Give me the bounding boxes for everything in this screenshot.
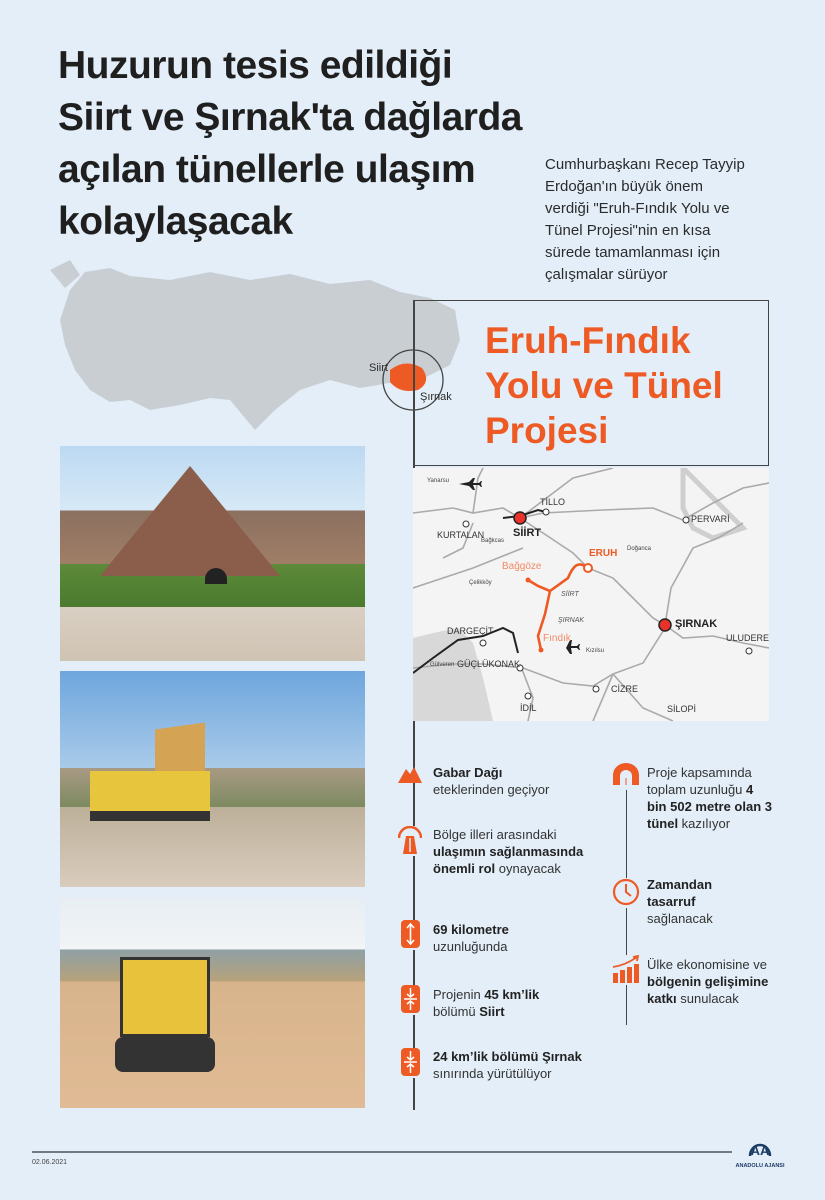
headline-line: açılan tünellerle ulaşım — [58, 148, 476, 191]
mountain-icon — [398, 763, 422, 787]
fact-text: Bölge illeri arasındaki — [433, 827, 557, 842]
fact-time-saving — [647, 874, 757, 929]
fact-text-bold: 24 km’lik bölümü Şırnak — [433, 1049, 582, 1064]
fact-text-bold: 69 kilometre — [433, 922, 509, 937]
map-label: TİLLO — [540, 497, 566, 507]
footer-divider — [32, 1151, 732, 1153]
project-title-line: Projesi — [485, 410, 609, 451]
fact-text: Projenin — [433, 987, 485, 1002]
map-label: Gülveren — [430, 662, 455, 668]
map-label: İDİL — [520, 703, 537, 713]
eruh-marker — [584, 564, 592, 572]
map-label: Bağgöze — [502, 561, 542, 572]
route-map — [413, 468, 769, 721]
aa-logo-icon — [747, 1132, 773, 1158]
headline-line: Huzurun tesis edildiği — [58, 44, 453, 87]
fact-text: sağlanacak — [647, 911, 713, 926]
fact-text-bold: Zamandan tasarruf — [647, 877, 713, 909]
fact-text: Proje kapsamında toplam uzunluğu — [647, 765, 752, 797]
headline — [58, 40, 522, 248]
fact-text-bold: 45 km’lik — [484, 987, 540, 1002]
map-label: Yanarsu — [427, 478, 449, 484]
road-tunnel-icon — [398, 826, 422, 856]
fact-text: oynayacak — [495, 861, 561, 876]
growth-chart-icon — [612, 955, 640, 985]
map-label: ULUDERE — [726, 633, 769, 643]
fact-length — [433, 919, 603, 957]
fact-economy — [647, 954, 772, 1009]
map-label: Bağkcas — [481, 538, 505, 544]
tunnel-icon — [612, 763, 640, 789]
svg-text:AA: AA — [750, 1143, 770, 1158]
map-label: SİİRT — [513, 527, 542, 539]
fact-siirt-section — [433, 984, 608, 1022]
fact-text-bold: 4 bin 502 metre olan 3 tünel — [647, 782, 772, 831]
map-label: Kızılsu — [586, 648, 605, 654]
map-label: DARGEÇİT — [447, 626, 494, 636]
fact-text: sınırında yürütülüyor — [433, 1066, 552, 1081]
anadolu-ajansi-logo — [735, 1132, 785, 1169]
fact-text: kazılıyor — [678, 816, 731, 831]
headline-line: kolaylaşacak — [58, 200, 293, 243]
logo-text: ANADOLU AJANSI — [735, 1163, 785, 1169]
clock-icon — [612, 878, 640, 908]
map-label: ERUH — [589, 548, 618, 559]
map-label: PERVARİ — [691, 514, 730, 524]
map-label: ŞIRNAK — [675, 618, 718, 630]
footer-date: 02.06.2021 — [32, 1159, 68, 1166]
project-title-line: Eruh-Fındık — [485, 320, 691, 361]
route-map-roads — [413, 468, 769, 721]
fact-text-bold: bölgenin gelişimine katkı — [647, 974, 769, 1006]
subtitle — [545, 154, 785, 286]
subtitle-line: Cumhurbaşkanı Recep Tayyip — [545, 156, 745, 173]
fact-transport — [433, 824, 608, 879]
fact-text-bold: Siirt — [479, 1004, 505, 1019]
fact-text: eteklerinden geçiyor — [433, 782, 550, 797]
fact-text-bold: Gabar Dağı — [433, 765, 503, 780]
fact-text-bold: ulaşımın sağlanmasında önemli rol — [433, 844, 584, 876]
map-label: KURTALAN — [437, 530, 485, 540]
subtitle-line: verdiği "Eruh-Fındık Yolu ve — [545, 200, 730, 217]
locator-label-sirnak: Şırnak — [420, 391, 452, 403]
map-label: Çelikköy — [469, 580, 492, 586]
fact-text: bölümü — [433, 1004, 480, 1019]
photo-road-roller — [60, 897, 365, 1108]
map-label: SİLOPİ — [667, 704, 697, 714]
fact-text: Ülke ekonomisine ve — [647, 957, 767, 972]
map-label: ŞIRNAK — [558, 617, 585, 624]
fact-tunnels — [647, 762, 772, 834]
photo-tunnel-construction — [60, 446, 365, 661]
subtitle-line: çalışmalar sürüyor — [545, 266, 668, 283]
subtitle-line: Erdoğan'ın büyük önem — [545, 178, 703, 195]
sirnak-city-marker — [659, 619, 671, 631]
photo-asphalt-paving — [60, 671, 365, 887]
fact-text: uzunluğunda — [433, 939, 508, 954]
subtitle-line: Tünel Projesi"nin en kısa — [545, 222, 711, 239]
map-label: Fındık — [543, 633, 571, 644]
segment-icon — [401, 985, 425, 1015]
project-title-line: Yolu ve Tünel — [485, 365, 723, 406]
fact-gabar — [433, 762, 603, 800]
map-label: Doğanca — [627, 546, 652, 552]
length-icon — [401, 920, 425, 950]
segment-icon — [401, 1048, 425, 1078]
fact-sirnak-section — [433, 1046, 583, 1084]
locator-label-siirt: Siirt — [369, 362, 388, 374]
fact-text: sunulacak — [676, 991, 739, 1006]
map-label: GÜÇLÜKONAK — [457, 659, 521, 669]
headline-line: Siirt ve Şırnak'ta dağlarda — [58, 96, 522, 139]
map-label: CİZRE — [611, 684, 638, 694]
siirt-city-marker — [514, 512, 526, 524]
map-label: SİİRT — [561, 591, 579, 598]
project-title — [485, 318, 723, 453]
subtitle-line: sürede tamamlanması için — [545, 244, 721, 261]
